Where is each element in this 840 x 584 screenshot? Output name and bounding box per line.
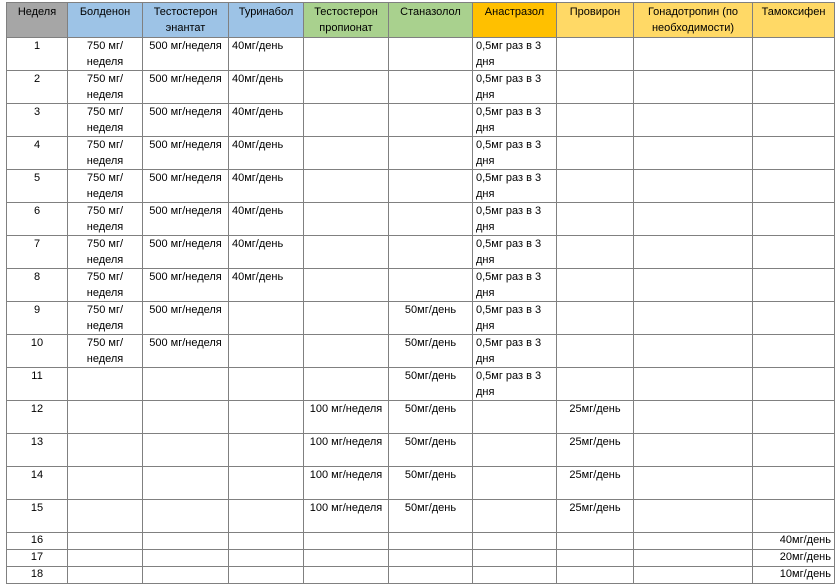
cell-week: 4 <box>7 137 68 170</box>
cell-stanozolol: 50мг/день <box>389 434 473 467</box>
cell-stanozolol: 50мг/день <box>389 500 473 533</box>
cell-testosterone-propionate: 100 мг/неделя <box>304 500 389 533</box>
cell-anastrozole <box>473 500 557 533</box>
cell-proviron <box>557 203 634 236</box>
header-week: Неделя <box>7 3 68 38</box>
cell-testosterone-propionate <box>304 38 389 71</box>
cell-anastrozole: 0,5мг раз в 3 дня <box>473 38 557 71</box>
cell-stanozolol <box>389 71 473 104</box>
cell-turinabol: 40мг/день <box>229 236 304 269</box>
cell-testosterone-enanthate: 500 мг/неделя <box>143 302 229 335</box>
cell-turinabol <box>229 302 304 335</box>
cell-tamoxifen <box>753 368 835 401</box>
cell-proviron: 25мг/день <box>557 401 634 434</box>
cell-week: 3 <box>7 104 68 137</box>
cell-stanozolol <box>389 533 473 550</box>
header-proviron: Провирон <box>557 3 634 38</box>
cell-week: 2 <box>7 71 68 104</box>
cell-testosterone-enanthate: 500 мг/неделя <box>143 236 229 269</box>
cell-turinabol <box>229 533 304 550</box>
cell-tamoxifen: 10мг/день <box>753 567 835 584</box>
cell-stanozolol: 50мг/день <box>389 467 473 500</box>
cell-anastrozole <box>473 467 557 500</box>
cell-tamoxifen <box>753 71 835 104</box>
cell-testosterone-propionate <box>304 335 389 368</box>
table-row <box>7 170 835 203</box>
cell-week: 12 <box>7 401 68 434</box>
cell-week: 13 <box>7 434 68 467</box>
cell-tamoxifen: 20мг/день <box>753 550 835 567</box>
cell-turinabol <box>229 567 304 584</box>
table-row <box>7 500 835 533</box>
cell-anastrozole: 0,5мг раз в 3 дня <box>473 269 557 302</box>
table-row <box>7 269 835 302</box>
cell-gonadotropin <box>634 567 753 584</box>
cell-proviron: 25мг/день <box>557 434 634 467</box>
cell-proviron: 25мг/день <box>557 500 634 533</box>
cell-tamoxifen <box>753 434 835 467</box>
cell-turinabol: 40мг/день <box>229 203 304 236</box>
table-row <box>7 335 835 368</box>
cell-turinabol <box>229 335 304 368</box>
cell-anastrozole: 0,5мг раз в 3 дня <box>473 71 557 104</box>
cell-boldenone: 750 мг/неделя <box>68 302 143 335</box>
cell-gonadotropin <box>634 170 753 203</box>
table-row <box>7 434 835 467</box>
cell-testosterone-enanthate: 500 мг/неделя <box>143 104 229 137</box>
header-testosterone-enanthate: Тестостерон энантат <box>143 3 229 38</box>
cell-week: 11 <box>7 368 68 401</box>
cell-testosterone-enanthate <box>143 467 229 500</box>
cell-gonadotropin <box>634 368 753 401</box>
cell-stanozolol <box>389 236 473 269</box>
cell-testosterone-propionate <box>304 567 389 584</box>
cell-tamoxifen <box>753 203 835 236</box>
cell-proviron <box>557 368 634 401</box>
cell-gonadotropin <box>634 269 753 302</box>
cell-testosterone-enanthate <box>143 500 229 533</box>
cell-tamoxifen <box>753 104 835 137</box>
cell-proviron <box>557 137 634 170</box>
cell-week: 8 <box>7 269 68 302</box>
cell-boldenone <box>68 550 143 567</box>
cell-week: 15 <box>7 500 68 533</box>
table-row <box>7 71 835 104</box>
header-boldenone: Болденон <box>68 3 143 38</box>
cell-boldenone <box>68 401 143 434</box>
cell-stanozolol <box>389 170 473 203</box>
cell-tamoxifen: 40мг/день <box>753 533 835 550</box>
cell-gonadotropin <box>634 533 753 550</box>
cell-boldenone <box>68 500 143 533</box>
cell-proviron: 25мг/день <box>557 467 634 500</box>
header-stanozolol: Станазолол <box>389 3 473 38</box>
cell-boldenone: 750 мг/неделя <box>68 335 143 368</box>
cell-week: 18 <box>7 567 68 584</box>
table-row <box>7 203 835 236</box>
cell-gonadotropin <box>634 236 753 269</box>
cell-testosterone-propionate <box>304 236 389 269</box>
cell-week: 9 <box>7 302 68 335</box>
cell-tamoxifen <box>753 170 835 203</box>
cell-anastrozole: 0,5мг раз в 3 дня <box>473 302 557 335</box>
cell-testosterone-enanthate: 500 мг/неделя <box>143 269 229 302</box>
cell-stanozolol <box>389 137 473 170</box>
cell-stanozolol <box>389 203 473 236</box>
cell-testosterone-propionate <box>304 302 389 335</box>
header-gonadotropin: Гонадотропин (по необходимости) <box>634 3 753 38</box>
cell-testosterone-enanthate <box>143 401 229 434</box>
cell-anastrozole: 0,5мг раз в 3 дня <box>473 335 557 368</box>
cell-testosterone-propionate <box>304 104 389 137</box>
cell-anastrozole <box>473 533 557 550</box>
cell-boldenone: 750 мг/неделя <box>68 203 143 236</box>
cell-testosterone-enanthate <box>143 533 229 550</box>
cell-tamoxifen <box>753 467 835 500</box>
cell-proviron <box>557 302 634 335</box>
cell-turinabol: 40мг/день <box>229 104 304 137</box>
cell-tamoxifen <box>753 137 835 170</box>
cell-proviron <box>557 550 634 567</box>
cell-boldenone: 750 мг/неделя <box>68 170 143 203</box>
header-testosterone-propionate: Тестостерон пропионат <box>304 3 389 38</box>
cell-testosterone-propionate <box>304 203 389 236</box>
cell-boldenone <box>68 368 143 401</box>
table-row <box>7 550 835 567</box>
cell-stanozolol <box>389 269 473 302</box>
cell-gonadotropin <box>634 38 753 71</box>
cell-gonadotropin <box>634 203 753 236</box>
cell-boldenone: 750 мг/неделя <box>68 104 143 137</box>
header-anastrozole: Анастразол <box>473 3 557 38</box>
cell-proviron <box>557 236 634 269</box>
cell-testosterone-propionate <box>304 269 389 302</box>
table-body <box>7 38 835 584</box>
cell-week: 16 <box>7 533 68 550</box>
cell-week: 17 <box>7 550 68 567</box>
table-row <box>7 368 835 401</box>
cell-testosterone-enanthate: 500 мг/неделя <box>143 137 229 170</box>
cell-stanozolol <box>389 550 473 567</box>
cell-anastrozole <box>473 401 557 434</box>
cell-turinabol <box>229 467 304 500</box>
cell-week: 7 <box>7 236 68 269</box>
header-row <box>7 3 835 38</box>
table-row <box>7 302 835 335</box>
cell-testosterone-propionate <box>304 137 389 170</box>
cell-boldenone <box>68 467 143 500</box>
cell-anastrozole <box>473 550 557 567</box>
cell-gonadotropin <box>634 137 753 170</box>
cell-turinabol: 40мг/день <box>229 269 304 302</box>
cell-boldenone <box>68 567 143 584</box>
cell-boldenone: 750 мг/неделя <box>68 269 143 302</box>
cell-anastrozole: 0,5мг раз в 3 дня <box>473 104 557 137</box>
header-turinabol: Туринабол <box>229 3 304 38</box>
cell-testosterone-enanthate <box>143 368 229 401</box>
cell-anastrozole: 0,5мг раз в 3 дня <box>473 137 557 170</box>
cell-testosterone-enanthate: 500 мг/неделя <box>143 335 229 368</box>
cell-boldenone <box>68 434 143 467</box>
cell-testosterone-enanthate: 500 мг/неделя <box>143 170 229 203</box>
cell-proviron <box>557 170 634 203</box>
cell-stanozolol: 50мг/день <box>389 335 473 368</box>
cell-testosterone-enanthate: 500 мг/неделя <box>143 71 229 104</box>
cell-stanozolol: 50мг/день <box>389 401 473 434</box>
cell-turinabol <box>229 368 304 401</box>
cell-week: 5 <box>7 170 68 203</box>
cell-anastrozole: 0,5мг раз в 3 дня <box>473 170 557 203</box>
cell-proviron <box>557 567 634 584</box>
cell-gonadotropin <box>634 550 753 567</box>
cell-boldenone: 750 мг/неделя <box>68 71 143 104</box>
table-row <box>7 137 835 170</box>
cell-boldenone: 750 мг/неделя <box>68 236 143 269</box>
cell-boldenone: 750 мг/неделя <box>68 38 143 71</box>
cell-gonadotropin <box>634 335 753 368</box>
cycle-table <box>6 2 835 584</box>
cell-turinabol: 40мг/день <box>229 38 304 71</box>
cell-turinabol <box>229 434 304 467</box>
cell-testosterone-propionate <box>304 368 389 401</box>
cell-stanozolol <box>389 567 473 584</box>
cell-boldenone: 750 мг/неделя <box>68 137 143 170</box>
cell-proviron <box>557 269 634 302</box>
cell-boldenone <box>68 533 143 550</box>
table-row <box>7 567 835 584</box>
cell-testosterone-propionate: 100 мг/неделя <box>304 401 389 434</box>
cell-anastrozole: 0,5мг раз в 3 дня <box>473 203 557 236</box>
cell-gonadotropin <box>634 467 753 500</box>
cell-tamoxifen <box>753 302 835 335</box>
cell-week: 1 <box>7 38 68 71</box>
cell-gonadotropin <box>634 302 753 335</box>
cell-stanozolol: 50мг/день <box>389 368 473 401</box>
cell-proviron <box>557 335 634 368</box>
cell-testosterone-enanthate: 500 мг/неделя <box>143 38 229 71</box>
cell-gonadotropin <box>634 71 753 104</box>
cell-testosterone-enanthate <box>143 567 229 584</box>
cell-anastrozole: 0,5мг раз в 3 дня <box>473 368 557 401</box>
cell-testosterone-propionate <box>304 170 389 203</box>
table-row <box>7 38 835 71</box>
cell-testosterone-propionate <box>304 71 389 104</box>
cell-gonadotropin <box>634 500 753 533</box>
cell-proviron <box>557 533 634 550</box>
table-row <box>7 236 835 269</box>
cell-testosterone-enanthate <box>143 434 229 467</box>
cell-gonadotropin <box>634 401 753 434</box>
cell-stanozolol <box>389 104 473 137</box>
cell-week: 14 <box>7 467 68 500</box>
cell-week: 6 <box>7 203 68 236</box>
cell-testosterone-enanthate <box>143 550 229 567</box>
table-row <box>7 401 835 434</box>
cell-testosterone-enanthate: 500 мг/неделя <box>143 203 229 236</box>
table-row <box>7 104 835 137</box>
cell-stanozolol: 50мг/день <box>389 302 473 335</box>
cell-proviron <box>557 104 634 137</box>
cell-turinabol: 40мг/день <box>229 170 304 203</box>
cell-tamoxifen <box>753 500 835 533</box>
cell-testosterone-propionate: 100 мг/неделя <box>304 467 389 500</box>
cell-anastrozole <box>473 434 557 467</box>
cell-tamoxifen <box>753 269 835 302</box>
cell-turinabol <box>229 500 304 533</box>
cell-gonadotropin <box>634 434 753 467</box>
cell-week: 10 <box>7 335 68 368</box>
cell-tamoxifen <box>753 236 835 269</box>
cell-anastrozole: 0,5мг раз в 3 дня <box>473 236 557 269</box>
cell-testosterone-propionate <box>304 533 389 550</box>
header-tamoxifen: Тамоксифен <box>753 3 835 38</box>
cell-turinabol <box>229 550 304 567</box>
cell-turinabol: 40мг/день <box>229 71 304 104</box>
cell-tamoxifen <box>753 401 835 434</box>
cell-tamoxifen <box>753 38 835 71</box>
table-row <box>7 533 835 550</box>
cell-tamoxifen <box>753 335 835 368</box>
cell-proviron <box>557 71 634 104</box>
cell-turinabol: 40мг/день <box>229 137 304 170</box>
cell-stanozolol <box>389 38 473 71</box>
table-row <box>7 467 835 500</box>
cell-gonadotropin <box>634 104 753 137</box>
cell-turinabol <box>229 401 304 434</box>
cell-testosterone-propionate: 100 мг/неделя <box>304 434 389 467</box>
cell-anastrozole <box>473 567 557 584</box>
cell-testosterone-propionate <box>304 550 389 567</box>
cell-proviron <box>557 38 634 71</box>
